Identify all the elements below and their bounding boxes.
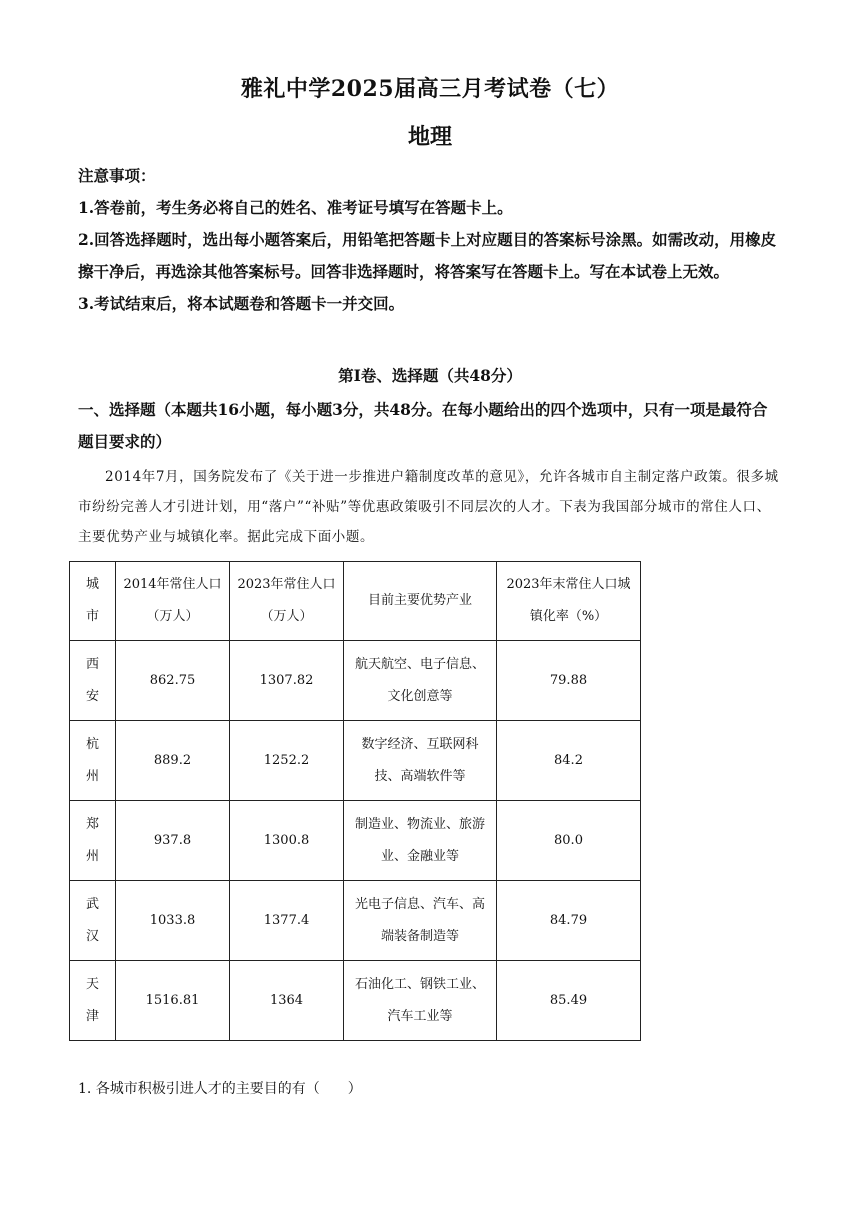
- note-item: 3.考试结束后，将本试题卷和答题卡一并交回。: [78, 294, 405, 313]
- table-cell: 1307.82: [230, 641, 344, 721]
- table-cell: 1516.81: [116, 961, 230, 1041]
- table-row: [70, 801, 641, 881]
- table-header-cell: 2023年常住人口（万人）: [230, 562, 344, 641]
- table-cell: 889.2: [116, 721, 230, 801]
- table-cell: 85.49: [497, 961, 641, 1041]
- note-item: 1.答卷前，考生务必将自己的姓名、准考证号填写在答题卡上。: [78, 198, 513, 217]
- industry-cell: 光电子信息、汽车、高端装备制造等: [344, 881, 497, 961]
- table-cell: 84.2: [497, 721, 641, 801]
- table-row: [70, 881, 641, 961]
- table-cell: 1300.8: [230, 801, 344, 881]
- part-one-heading: 一、选择题（本题共16小题，每小题3分，共48分。在每小题给出的四个选项中，只有一项是最符合题目要求的）: [78, 400, 768, 451]
- question-1: 1. 各城市积极引进人才的主要目的有（ ）: [78, 1081, 362, 1097]
- industry-cell: 制造业、物流业、旅游业、金融业等: [344, 801, 497, 881]
- city-data-table: [69, 561, 641, 1041]
- city-cell: 天津: [70, 961, 116, 1041]
- table-cell: 862.75: [116, 641, 230, 721]
- notes-block: [78, 160, 782, 320]
- city-cell: 郑州: [70, 801, 116, 881]
- table-row: [70, 641, 641, 721]
- table-cell: 1377.4: [230, 881, 344, 961]
- table-cell: 1033.8: [116, 881, 230, 961]
- section-title: 第Ⅰ卷、选择题（共48分）: [338, 366, 522, 385]
- table-header-cell: 城市: [70, 562, 116, 641]
- table-cell: 80.0: [497, 801, 641, 881]
- note-item: 2.回答选择题时，选出每小题答案后，用铅笔把答题卡上对应题目的答案标号涂黑。如需改动，用橡皮擦干净后，再选涂其他答案标号。回答非选择题时，将答案写在答题卡上。写在本试卷上无效。: [78, 230, 777, 281]
- city-cell: 杭州: [70, 721, 116, 801]
- table-header-cell: 2014年常住人口（万人）: [116, 562, 230, 641]
- table-cell: 937.8: [116, 801, 230, 881]
- industry-cell: 石油化工、钢铁工业、汽车工业等: [344, 961, 497, 1041]
- subject-title: 地理: [407, 124, 452, 150]
- notes-heading: 注意事项：: [78, 166, 156, 185]
- table-header-row: [70, 562, 641, 641]
- table-row: [70, 961, 641, 1041]
- table-cell: 1252.2: [230, 721, 344, 801]
- industry-cell: 航天航空、电子信息、文化创意等: [344, 641, 497, 721]
- table-cell: 1364: [230, 961, 344, 1041]
- material-intro: 2014年7月，国务院发布了《关于进一步推进户籍制度改革的意见》，允许各城市自主制定落户政策。很多城市纷纷完善人才引进计划，用“落户”“补贴”等优惠政策吸引不同层次的人才。下表为我国部分城市的常住人口、主要优势产业与城镇化率。据此完成下面小题。: [78, 469, 779, 545]
- table-cell: 84.79: [497, 881, 641, 961]
- table-header-cell: 2023年末常住人口城镇化率（%）: [497, 562, 641, 641]
- table-cell: 79.88: [497, 641, 641, 721]
- table-header-cell: 目前主要优势产业: [344, 562, 497, 641]
- industry-cell: 数字经济、互联网科技、高端软件等: [344, 721, 497, 801]
- exam-title: 雅礼中学2025届高三月考试卷（七）: [240, 76, 620, 102]
- city-cell: 武汉: [70, 881, 116, 961]
- city-cell: 西安: [70, 641, 116, 721]
- table-row: [70, 721, 641, 801]
